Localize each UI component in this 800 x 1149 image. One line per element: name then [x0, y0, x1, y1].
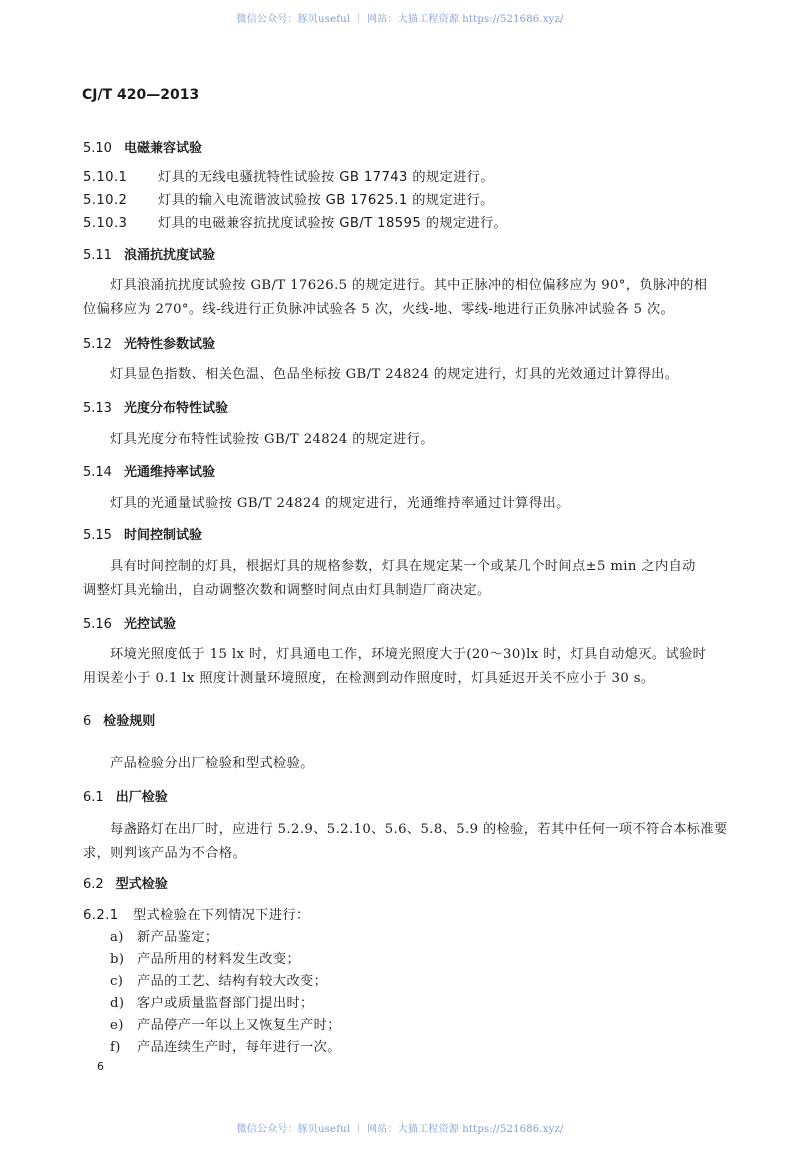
paragraph-line: 灯具浪涌抗扰度试验按 GB/T 17626.5 的规定进行。其中正脉冲的相位偏移应为 90°，负脉冲的相 [110, 278, 708, 293]
section-number: 5.16 [83, 617, 112, 632]
section-heading-6-2 [83, 873, 168, 892]
section-title: 光度分布特性试验 [123, 401, 228, 416]
section-heading-5-11 [83, 244, 215, 263]
list-item [110, 948, 300, 967]
section-title: 出厂检验 [115, 790, 168, 805]
paragraph-line: 灯具光度分布特性试验按 GB/T 24824 的规定进行。 [110, 432, 434, 447]
list-text: 产品停产一年以上又恢复生产时； [137, 1018, 341, 1033]
section-heading-6-1 [83, 786, 168, 805]
section-heading-5-12 [83, 333, 215, 352]
clause-number: 5.10.2 [83, 193, 128, 208]
list-marker: f) [110, 1040, 121, 1055]
clause-text: 灯具的电磁兼容抗扰度试验按 GB/T 18595 的规定进行。 [158, 216, 508, 231]
section-heading-5-14 [83, 461, 215, 480]
paragraph-line: 位偏移应为 270°。线-线进行正负脉冲试验各 5 次，火线-地、零线-地进行正负脉冲试验各 5 次。 [83, 302, 675, 317]
paragraph-line: 求，则判该产品为不合格。 [83, 846, 247, 861]
section-number: 5.14 [83, 465, 112, 480]
paragraph-line: 具有时间控制的灯具，根据灯具的规格参数，灯具在规定某一个或某几个时间点±5 min 之内自动 [110, 559, 696, 574]
section-number: 6.1 [83, 790, 104, 805]
section-title: 浪涌抗扰度试验 [123, 248, 215, 263]
page-number: 6 [97, 1060, 104, 1073]
clause-number: 6.2.1 [83, 908, 119, 923]
list-item [110, 970, 327, 989]
standard-code: CJ/T 420—2013 [82, 87, 200, 103]
list-text: 产品的工艺、结构有较大改变； [137, 974, 328, 989]
section-heading-5-10 [83, 137, 202, 156]
list-marker: e) [110, 1018, 124, 1033]
section-title: 光特性参数试验 [123, 337, 215, 352]
list-text: 产品连续生产时，每年进行一次。 [137, 1040, 341, 1055]
section-number: 5.10 [83, 141, 112, 156]
paragraph-line: 调整灯具光输出，自动调整次数和调整时间点由灯具制造厂商决定。 [83, 583, 491, 598]
clause-5-10-1 [83, 166, 494, 185]
section-number: 5.11 [83, 248, 112, 263]
watermark-top: 微信公众号：豚贝useful ｜ 网站：大猫工程资源 https://521686.xyz/ [236, 14, 564, 25]
clause-number: 5.10.1 [83, 170, 128, 185]
clause-text: 灯具的输入电流谐波试验按 GB 17625.1 的规定进行。 [158, 193, 494, 208]
section-heading-5-13 [83, 397, 228, 416]
section-number: 6.2 [83, 877, 104, 892]
section-heading-5-15 [83, 524, 202, 543]
list-marker: d) [110, 996, 125, 1011]
chapter-title: 检验规则 [103, 714, 156, 729]
list-marker: b) [110, 952, 125, 967]
list-marker: c) [110, 974, 124, 989]
watermark-bottom: 微信公众号：豚贝useful ｜ 网站：大猫工程资源 https://521686.xyz/ [236, 1124, 564, 1135]
list-item [110, 992, 314, 1011]
chapter-heading-6 [83, 710, 155, 729]
section-heading-5-16 [83, 613, 176, 632]
paragraph-line: 灯具的光通量试验按 GB/T 24824 的规定进行，光通维持率通过计算得出。 [110, 496, 570, 511]
paragraph-line: 用误差小于 0.1 lx 照度计测量环境照度，在检测到动作照度时，灯具延迟开关不应小于 30 s。 [83, 671, 655, 686]
list-item [110, 1014, 341, 1033]
section-title: 光控试验 [123, 617, 176, 632]
list-text: 新产品鉴定； [137, 930, 219, 945]
section-number: 5.12 [83, 337, 112, 352]
section-number: 5.15 [83, 528, 112, 543]
list-text: 客户或质量监督部门提出时； [137, 996, 314, 1011]
list-text: 产品所用的材料发生改变； [137, 952, 301, 967]
section-title: 时间控制试验 [123, 528, 202, 543]
clause-text: 型式检验在下列情况下进行： [133, 908, 310, 923]
paragraph-line: 灯具显色指数、相关色温、色品坐标按 GB/T 24824 的规定进行，灯具的光效通过计算得出。 [110, 367, 679, 382]
clause-6-2-1 [83, 904, 310, 923]
clause-5-10-2 [83, 189, 494, 208]
paragraph-line: 产品检验分出厂检验和型式检验。 [110, 756, 314, 771]
clause-5-10-3 [83, 212, 507, 231]
list-item [110, 1036, 341, 1055]
section-title: 电磁兼容试验 [123, 141, 202, 156]
list-marker: a) [110, 930, 124, 945]
section-title: 光通维持率试验 [123, 465, 215, 480]
clause-text: 灯具的无线电骚扰特性试验按 GB 17743 的规定进行。 [158, 170, 494, 185]
paragraph-line: 每盏路灯在出厂时，应进行 5.2.9、5.2.10、5.6、5.8、5.9 的检验，若其中任何一项不符合本标准要 [110, 822, 728, 837]
paragraph-line: 环境光照度低于 15 lx 时，灯具通电工作，环境光照度大于(20～30)lx 时，灯具自动熄灭。试验时 [110, 647, 707, 662]
clause-number: 5.10.3 [83, 216, 128, 231]
list-item [110, 926, 219, 945]
chapter-number: 6 [83, 714, 92, 729]
section-number: 5.13 [83, 401, 112, 416]
section-title: 型式检验 [115, 877, 168, 892]
